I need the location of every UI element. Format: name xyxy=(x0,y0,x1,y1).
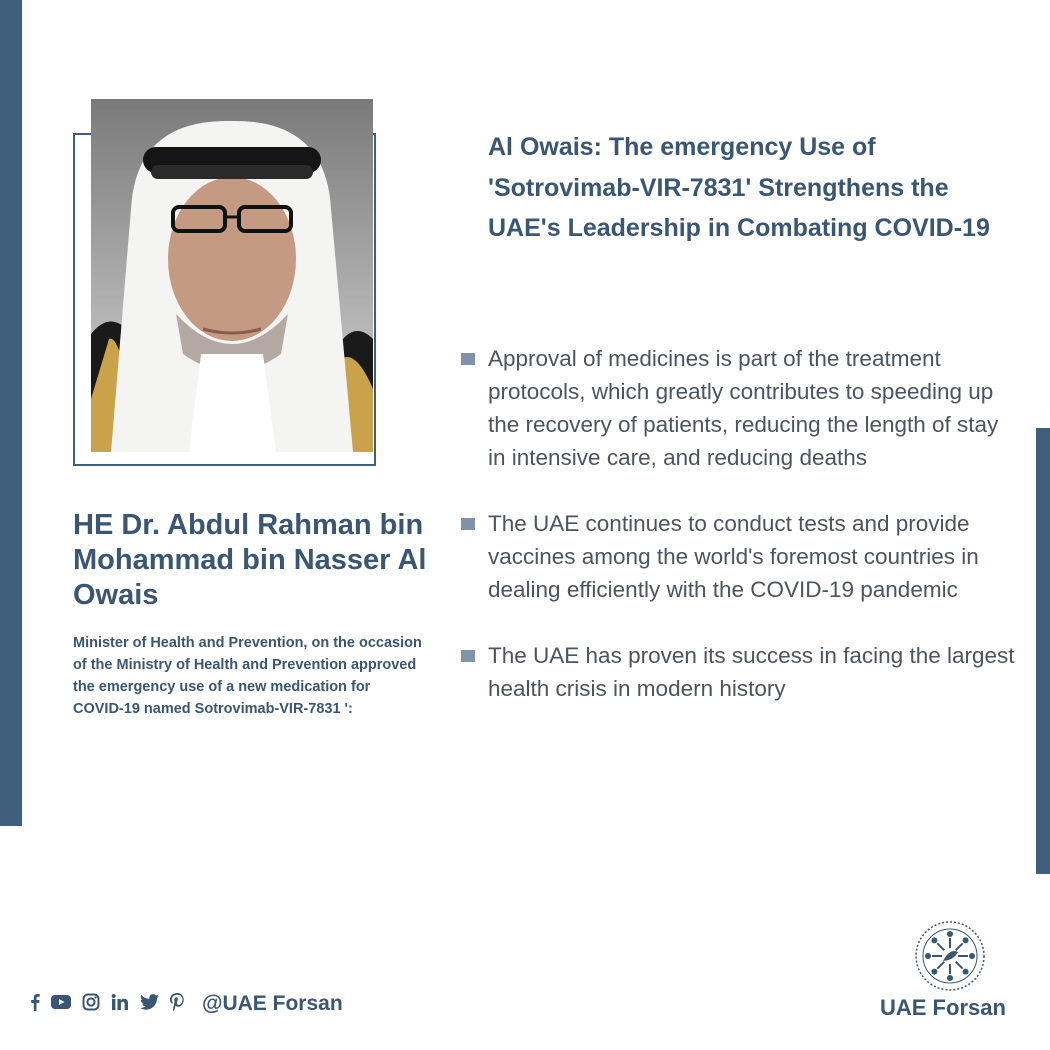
instagram-icon[interactable] xyxy=(82,993,100,1016)
bullet-text: Approval of medicines is part of the treatment protocols, which greatly contributes to speeding up the recovery of patients, reducing the length of stay in intensive care, and reducing deaths xyxy=(488,346,999,470)
uae-forsan-logo xyxy=(914,920,986,992)
facebook-icon[interactable] xyxy=(30,993,40,1016)
social-links xyxy=(30,990,343,1018)
social-handle[interactable]: @UAE Forsan xyxy=(202,992,343,1015)
person-name: HE Dr. Abdul Rahman bin Mohammad bin Nasser Al Owais xyxy=(73,509,427,611)
bullet-item xyxy=(461,639,1021,705)
right-accent-bar xyxy=(1036,428,1050,874)
youtube-icon[interactable] xyxy=(51,995,71,1014)
pinterest-icon[interactable] xyxy=(170,993,185,1016)
person-description: Minister of Health and Prevention, on the occasion of the Ministry of Health and Prevention approved the emergency use of a new medication for COVID-19 named Sotrovimab-VIR-7831 ': xyxy=(73,635,422,717)
headline: Al Owais: The emergency Use of 'Sotrovimab-VIR-7831' Strengthens the UAE's Leadership in Combating COVID-19 xyxy=(488,133,990,242)
bullet-list xyxy=(461,342,1021,738)
bullet-text: The UAE continues to conduct tests and provide vaccines among the world's foremost countries in dealing efficiently with the COVID-19 pandemic xyxy=(488,511,979,602)
portrait-photo xyxy=(91,99,373,452)
bullet-square-icon xyxy=(461,518,475,530)
linkedin-icon[interactable] xyxy=(111,994,129,1015)
brand-name: UAE Forsan xyxy=(880,995,1006,1020)
bullet-item xyxy=(461,507,1021,606)
bullet-square-icon xyxy=(461,353,475,365)
bullet-text: The UAE has proven its success in facing the largest health crisis in modern history xyxy=(488,643,1015,701)
left-accent-bar xyxy=(0,0,22,826)
bullet-item xyxy=(461,342,1021,474)
twitter-icon[interactable] xyxy=(140,994,159,1015)
bullet-square-icon xyxy=(461,650,475,662)
